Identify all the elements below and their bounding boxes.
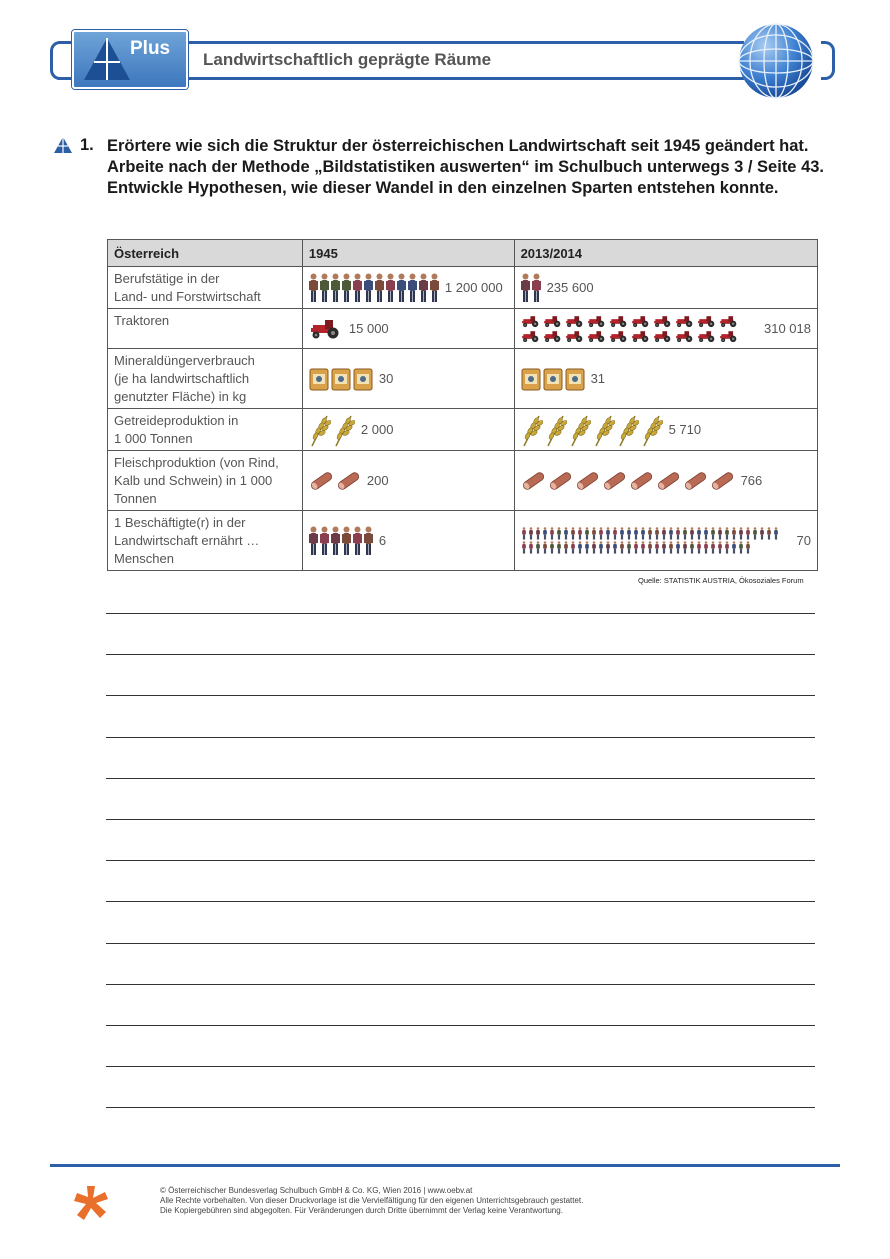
value-1945-cell bbox=[302, 349, 514, 409]
answer-line[interactable] bbox=[106, 1025, 815, 1026]
value-1945: 200 bbox=[366, 473, 389, 488]
row-label-line: 1 000 Tonnen bbox=[114, 431, 193, 446]
row-label bbox=[108, 349, 303, 409]
value-2013-2014: 31 bbox=[590, 371, 606, 386]
footer-line-3: Die Kopiergebühren sind abgegolten. Für Veränderungen durch Dritte übernimmt der Verlag keine Verantwortung. bbox=[160, 1206, 563, 1215]
answer-line[interactable] bbox=[106, 613, 815, 614]
row-label-line: Tonnen bbox=[114, 491, 157, 506]
value-2014-cell bbox=[514, 349, 817, 409]
table-row bbox=[108, 451, 818, 511]
answer-line[interactable] bbox=[106, 1066, 815, 1067]
value-2013-2014: 70 bbox=[796, 533, 811, 548]
row-label-line: genutzter Fläche) in kg bbox=[114, 389, 247, 404]
row-label-line: Land- und Forstwirtschaft bbox=[114, 289, 261, 304]
value-2013-2014: 766 bbox=[740, 473, 763, 488]
table-row bbox=[108, 349, 818, 409]
footer-line-1: © Österreichischer Bundesverlag Schulbuch GmbH & Co. KG, Wien 2016 | www.oebv.at bbox=[160, 1186, 473, 1195]
row-label-line: Traktoren bbox=[114, 313, 170, 328]
value-1945-cell bbox=[302, 309, 514, 349]
publisher-logo-icon bbox=[72, 1184, 110, 1222]
task-instruction: Erörtere wie sich die Struktur der österreichischen Landwirtschaft seit 1945 geändert hat. Arbeite nach der Methode „Bildstatistiken auswerten“ im Schulbuch unterwegs 3 / Seite 43. Entwickle Hypothesen, wie dieser Wandel in den einzelnen Sparten entstehen konnte. bbox=[107, 137, 825, 197]
table-row bbox=[108, 309, 818, 349]
header-1945: 1945 bbox=[302, 240, 514, 267]
value-1945: 1 200 000 bbox=[444, 280, 503, 295]
row-label bbox=[108, 409, 303, 451]
fertilizer-sack-icon bbox=[309, 367, 373, 391]
header-country: Österreich bbox=[108, 240, 303, 267]
farmer-icon bbox=[309, 273, 439, 303]
answer-line[interactable] bbox=[106, 695, 815, 696]
value-2014-cell bbox=[514, 511, 817, 571]
answer-line[interactable] bbox=[106, 984, 815, 985]
value-2013-2014: 5 710 bbox=[668, 422, 702, 437]
answer-line[interactable] bbox=[106, 737, 815, 738]
value-1945: 6 bbox=[378, 533, 387, 548]
row-label bbox=[108, 267, 303, 309]
answer-line[interactable] bbox=[106, 654, 815, 655]
row-label-line: Kalb und Schwein) in 1 000 bbox=[114, 473, 273, 488]
people-icon bbox=[309, 526, 373, 556]
row-label-line: Menschen bbox=[114, 551, 174, 566]
people-icon bbox=[521, 527, 783, 554]
footer-rule bbox=[50, 1164, 840, 1167]
header-bracket-left bbox=[50, 41, 64, 80]
row-label bbox=[108, 451, 303, 511]
answer-line[interactable] bbox=[106, 943, 815, 944]
value-2014-cell bbox=[514, 409, 817, 451]
table-row bbox=[108, 511, 818, 571]
value-1945-cell bbox=[302, 409, 514, 451]
row-label-line: (je ha landwirtschaftlich bbox=[114, 371, 250, 386]
value-1945: 15 000 bbox=[348, 321, 389, 336]
value-2014-cell bbox=[514, 267, 817, 309]
answer-line[interactable] bbox=[106, 819, 815, 820]
table-row bbox=[108, 409, 818, 451]
plus-logo bbox=[72, 30, 188, 89]
row-label bbox=[108, 511, 303, 571]
task-number: 1. bbox=[80, 136, 94, 154]
value-2014-cell bbox=[514, 451, 817, 511]
statistics-table bbox=[107, 239, 818, 571]
row-label-line: 1 Beschäftigte(r) in der bbox=[114, 515, 246, 530]
row-label-line: Landwirtschaft ernährt … bbox=[114, 533, 260, 548]
sausage-icon bbox=[309, 470, 361, 492]
value-2013-2014: 310 018 bbox=[764, 321, 811, 336]
source-note: Quelle: STATISTIK AUSTRIA, Ökosoziales Forum bbox=[638, 576, 804, 585]
header-2013-2014: 2013/2014 bbox=[514, 240, 817, 267]
plus-logo-text: Plus bbox=[130, 38, 171, 59]
globe-icon bbox=[737, 22, 815, 100]
table-header-row bbox=[108, 240, 818, 267]
value-1945-cell bbox=[302, 451, 514, 511]
row-label bbox=[108, 309, 303, 349]
value-2013-2014: 235 600 bbox=[546, 280, 594, 295]
answer-line[interactable] bbox=[106, 1107, 815, 1108]
row-label-line: Mineraldüngerverbrauch bbox=[114, 353, 255, 368]
value-2014-cell bbox=[514, 309, 817, 349]
footer-line-2: Alle Rechte vorbehalten. Von dieser Druckvorlage ist die Vervielfältigung für den eigenen Unterrichtsgebrauch gestattet. bbox=[160, 1196, 584, 1205]
value-1945: 2 000 bbox=[360, 422, 394, 437]
task-triangle-icon bbox=[53, 136, 73, 154]
wheat-icon bbox=[309, 413, 355, 447]
wheat-icon bbox=[521, 413, 663, 447]
header-bracket-right bbox=[821, 41, 835, 80]
answer-line[interactable] bbox=[106, 860, 815, 861]
value-1945-cell bbox=[302, 511, 514, 571]
fertilizer-sack-icon bbox=[521, 367, 585, 391]
triangle-logo-icon bbox=[82, 36, 132, 82]
row-label-line: Getreideproduktion in bbox=[114, 413, 239, 428]
row-label-line: Berufstätige in der bbox=[114, 271, 220, 286]
tractor-icon bbox=[521, 315, 751, 343]
footer-copyright bbox=[160, 1186, 583, 1216]
answer-line[interactable] bbox=[106, 901, 815, 902]
table-row bbox=[108, 267, 818, 309]
answer-line[interactable] bbox=[106, 778, 815, 779]
tractor-icon bbox=[309, 319, 343, 339]
farmer-icon bbox=[521, 273, 541, 303]
value-1945: 30 bbox=[378, 371, 394, 386]
value-1945-cell bbox=[302, 267, 514, 309]
row-label-line: Fleischproduktion (von Rind, bbox=[114, 455, 279, 470]
sausage-icon bbox=[521, 470, 735, 492]
page-title: Landwirtschaftlich geprägte Räume bbox=[203, 50, 492, 69]
